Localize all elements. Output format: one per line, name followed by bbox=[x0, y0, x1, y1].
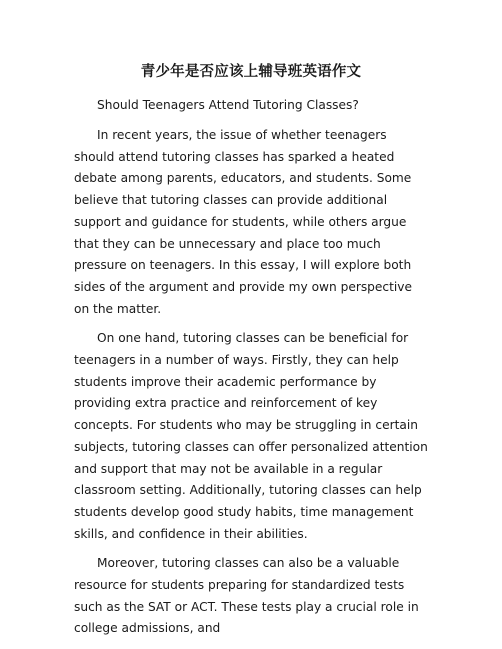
essay-body bbox=[74, 125, 430, 648]
paragraph-benefits: On one hand, tutoring classes can be beneficial for teenagers in a number of ways. Firstly, they can help students improve their academic performance by providing extra practice and reinforcement of key concepts. For students who may be struggling in certain subjects, tutoring classes can offer personalized attention and support that may not be available in a regular classroom setting. Additionally, tutoring classes can help students develop good study habits, time management skills, and confidence in their abilities. bbox=[74, 331, 428, 541]
paragraph-intro: In recent years, the issue of whether teenagers should attend tutoring classes has sparked a heated debate among parents, educators, and students. Some believe that tutoring classes can provide additional support and guidance for students, while others argue that they can be unnecessary and place too much pressure on teenagers. In this essay, I will explore both sides of the argument and provide my own perspective on the matter. bbox=[74, 128, 412, 316]
paragraph-test-prep: Moreover, tutoring classes can also be a valuable resource for students preparing for standardized tests such as the SAT or ACT. These tests play a crucial role in college admissions, and bbox=[74, 556, 419, 636]
document-title: 青少年是否应该上辅导班英语作文 bbox=[140, 64, 362, 80]
essay-subtitle: Should Teenagers Attend Tutoring Classes? bbox=[97, 98, 359, 112]
